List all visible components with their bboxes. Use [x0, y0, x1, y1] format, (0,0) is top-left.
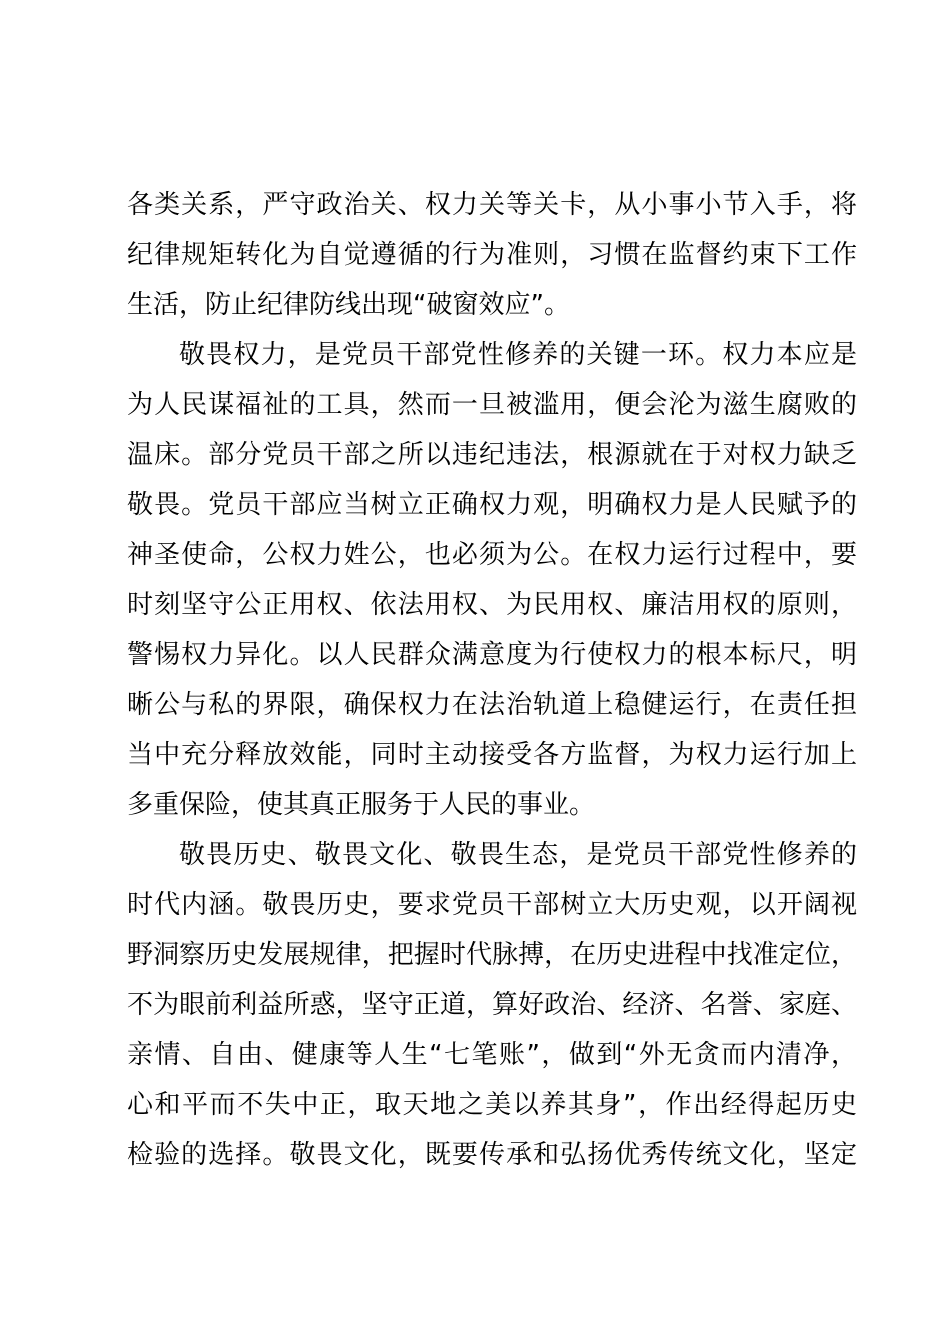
text-line: 野洞察历史发展规律，把握时代脉搏，在历史进程中找准定位， — [127, 940, 857, 970]
text-line: 为人民谋福祉的工具，然而一旦被滥用，便会沦为滋生腐败的 — [127, 390, 857, 420]
paragraph-start-line: 敬畏权力，是党员干部党性修养的关键一环。权力本应是 — [179, 340, 857, 370]
text-line: 敬畏。党员干部应当树立正确权力观，明确权力是人民赋予的 — [127, 490, 857, 520]
text-line: 晰公与私的界限，确保权力在法治轨道上稳健运行，在责任担 — [127, 690, 857, 720]
text-line: 温床。部分党员干部之所以违纪违法，根源就在于对权力缺乏 — [127, 440, 857, 470]
paragraph-end-line: 生活，防止纪律防线出现“破窗效应”。 — [127, 290, 570, 320]
paragraph-end-line: 多重保险，使其真正服务于人民的事业。 — [127, 790, 596, 820]
text-line: 时刻坚守公正用权、依法用权、为民用权、廉洁用权的原则， — [127, 590, 857, 620]
text-line: 纪律规矩转化为自觉遵循的行为准则，习惯在监督约束下工作 — [127, 240, 857, 270]
text-line: 各类关系，严守政治关、权力关等关卡，从小事小节入手，将 — [127, 190, 857, 220]
paragraph-start-line: 敬畏历史、敬畏文化、敬畏生态，是党员干部党性修养的 — [179, 840, 857, 870]
body-text — [127, 180, 857, 1180]
text-line: 当中充分释放效能，同时主动接受各方监督，为权力运行加上 — [127, 740, 857, 770]
text-line: 时代内涵。敬畏历史，要求党员干部树立大历史观，以开阔视 — [127, 890, 857, 920]
text-line: 检验的选择。敬畏文化，既要传承和弘扬优秀传统文化，坚定 — [127, 1140, 857, 1170]
text-line: 神圣使命，公权力姓公，也必须为公。在权力运行过程中，要 — [127, 540, 857, 570]
text-line: 亲情、自由、健康等人生“七笔账”，做到“外无贪而内清净， — [127, 1040, 857, 1070]
text-line: 不为眼前利益所惑，坚守正道，算好政治、经济、名誉、家庭、 — [127, 990, 857, 1020]
text-line: 心和平而不失中正，取天地之美以养其身”，作出经得起历史 — [127, 1090, 857, 1120]
text-line: 警惕权力异化。以人民群众满意度为行使权力的根本标尺，明 — [127, 640, 857, 670]
